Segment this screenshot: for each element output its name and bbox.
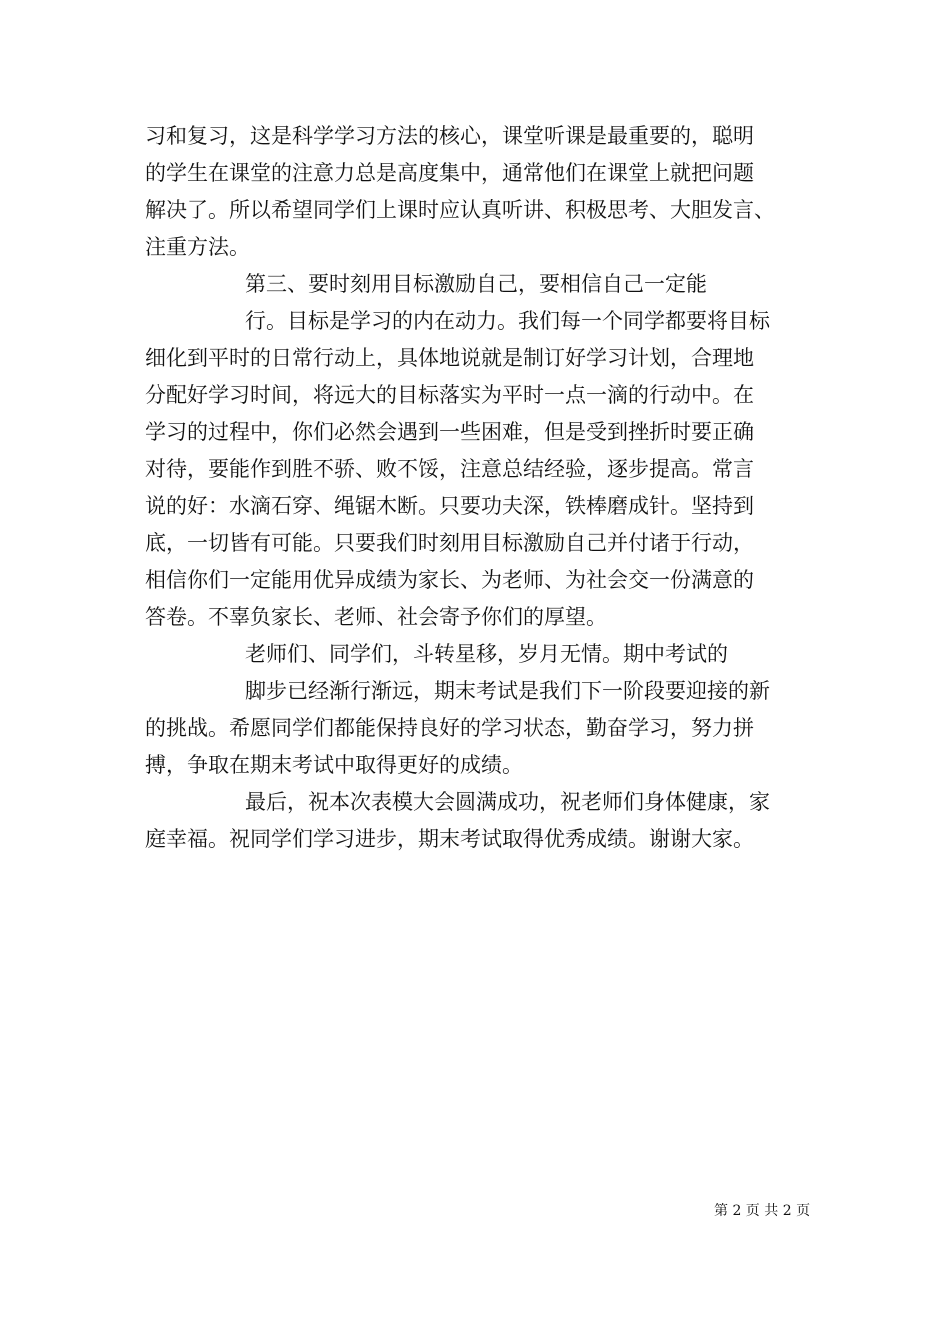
text-line: 答卷。不辜负家长、老师、社会寄予你们的厚望。	[145, 605, 607, 629]
document-body	[145, 118, 813, 858]
text-line: 最后，祝本次表模大会圆满成功，祝老师们身体健康，家	[245, 790, 770, 814]
text-line: 脚步已经渐行渐远，期末考试是我们下一阶段要迎接的新	[245, 679, 770, 703]
text-line: 相信你们一定能用优异成绩为家长、为老师、为社会交一份满意的	[145, 568, 754, 592]
text-line: 细化到平时的日常行动上，具体地说就是制订好学习计划，合理地	[145, 346, 754, 370]
text-line: 的挑战。希愿同学们都能保持良好的学习状态，勤奋学习，努力拼	[145, 716, 754, 740]
section-heading-third: 第三、要时刻用目标激励自己，要相信自己一定能	[245, 272, 707, 296]
text-line: 行。目标是学习的内在动力。我们每一个同学都要将目标	[245, 309, 770, 333]
text-line: 习和复习，这是科学学习方法的核心，课堂听课是最重要的，聪明	[145, 124, 754, 148]
text-line: 分配好学习时间，将远大的目标落实为平时一点一滴的行动中。在	[145, 383, 754, 407]
text-line: 解决了。所以希望同学们上课时应认真听讲、积极思考、大胆发言、	[145, 198, 775, 222]
text-line: 注重方法。	[145, 235, 250, 259]
text-line: 的学生在课堂的注意力总是高度集中，通常他们在课堂上就把问题	[145, 161, 754, 185]
text-line: 对待，要能作到胜不骄、败不馁，注意总结经验，逐步提高。常言	[145, 457, 754, 481]
text-line: 庭幸福。祝同学们学习进步，期末考试取得优秀成绩。谢谢大家。	[145, 827, 754, 851]
page-number: 第 2 页 共 2 页	[714, 1203, 811, 1219]
text-line: 搏，争取在期末考试中取得更好的成绩。	[145, 753, 523, 777]
text-line: 学习的过程中，你们必然会遇到一些困难，但是受到挫折时要正确	[145, 420, 754, 444]
text-line: 说的好：水滴石穿、绳锯木断。只要功夫深，铁棒磨成针。坚持到	[145, 494, 754, 518]
text-line: 底，一切皆有可能。只要我们时刻用目标激励自己并付诸于行动，	[145, 531, 754, 555]
text-line: 老师们、同学们，斗转星移，岁月无情。期中考试的	[245, 642, 728, 666]
